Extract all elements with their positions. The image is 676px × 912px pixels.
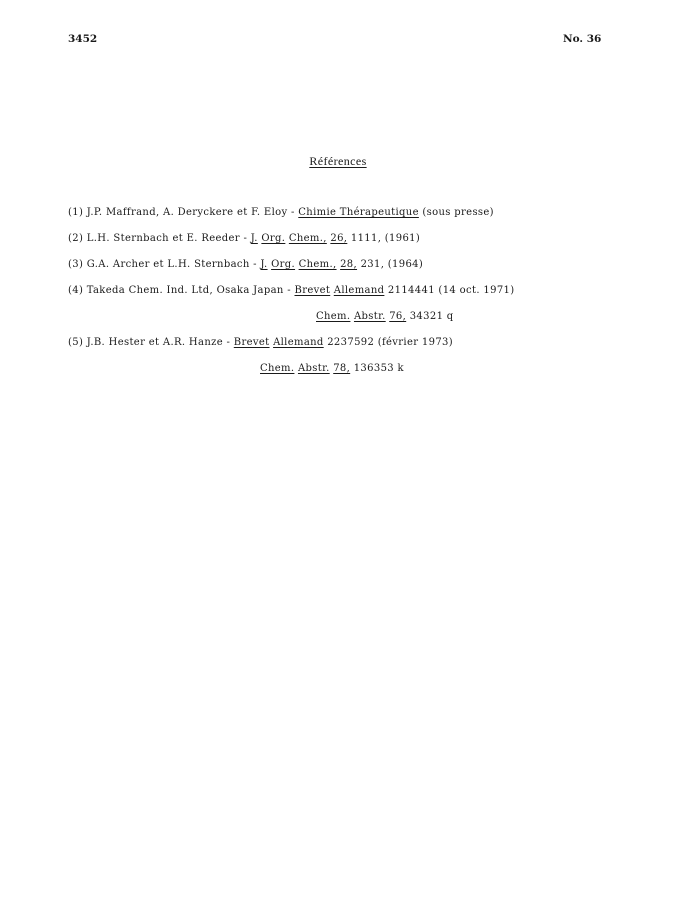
ref-patent-part: Allemand — [333, 285, 385, 296]
reference-list — [68, 206, 608, 388]
ref-journal-part: Chem., — [298, 259, 337, 270]
ref-patent-part: Brevet — [233, 337, 270, 348]
ref-number: (3) — [68, 259, 84, 270]
ref-volume: 28, — [340, 259, 358, 270]
references-heading — [0, 154, 676, 169]
abstract-volume: 76, — [389, 311, 407, 322]
ref-authors: Takeda Chem. Ind. Ltd, Osaka Japan - — [86, 285, 291, 296]
ref-journal-part: J. — [250, 233, 258, 244]
ref-details: 2237592 (février 1973) — [327, 337, 454, 348]
ref-journal-part: Org. — [261, 233, 286, 244]
abstract-details: 136353 k — [353, 363, 404, 374]
abstract-volume: 78, — [333, 363, 351, 374]
ref-details: 231, (1964) — [360, 259, 424, 270]
page-number: 3452 — [68, 33, 98, 45]
ref-number: (2) — [68, 233, 84, 244]
reference-4 — [68, 284, 608, 297]
ref-journal-part: Chem., — [288, 233, 327, 244]
reference-1 — [68, 206, 608, 219]
ref-authors: J.P. Maffrand, A. Deryckere et F. Eloy - — [86, 207, 295, 218]
abstract-journal-part: Chem. — [260, 363, 295, 374]
ref-authors: G.A. Archer et L.H. Sternbach - — [86, 259, 257, 270]
abstract-details: 34321 q — [409, 311, 454, 322]
ref-number: (4) — [68, 285, 84, 296]
reference-3 — [68, 258, 608, 271]
abstract-journal-part: Abstr. — [297, 363, 330, 374]
references-title: Références — [309, 154, 367, 168]
ref-details: (sous presse) — [422, 207, 494, 218]
ref-journal-part: Org. — [271, 259, 296, 270]
ref-number: (5) — [68, 337, 84, 348]
abstract-journal-part: Abstr. — [353, 311, 386, 322]
ref-number: (1) — [68, 207, 84, 218]
ref-authors: J.B. Hester et A.R. Hanze - — [86, 337, 231, 348]
reference-5-abstract — [68, 362, 608, 375]
issue-number: No. 36 — [563, 33, 602, 45]
ref-details: 2114441 (14 oct. 1971) — [387, 285, 515, 296]
ref-details: 1111, (1961) — [350, 233, 421, 244]
reference-2 — [68, 232, 608, 245]
ref-journal-part: J. — [260, 259, 268, 270]
reference-5 — [68, 336, 608, 349]
ref-authors: L.H. Sternbach et E. Reeder - — [86, 233, 248, 244]
ref-journal: Chimie Thérapeutique — [298, 207, 419, 218]
ref-volume: 26, — [330, 233, 348, 244]
reference-4-abstract — [68, 310, 608, 323]
ref-patent-part: Allemand — [273, 337, 324, 348]
abstract-journal-part: Chem. — [316, 311, 351, 322]
ref-patent-part: Brevet — [294, 285, 331, 296]
